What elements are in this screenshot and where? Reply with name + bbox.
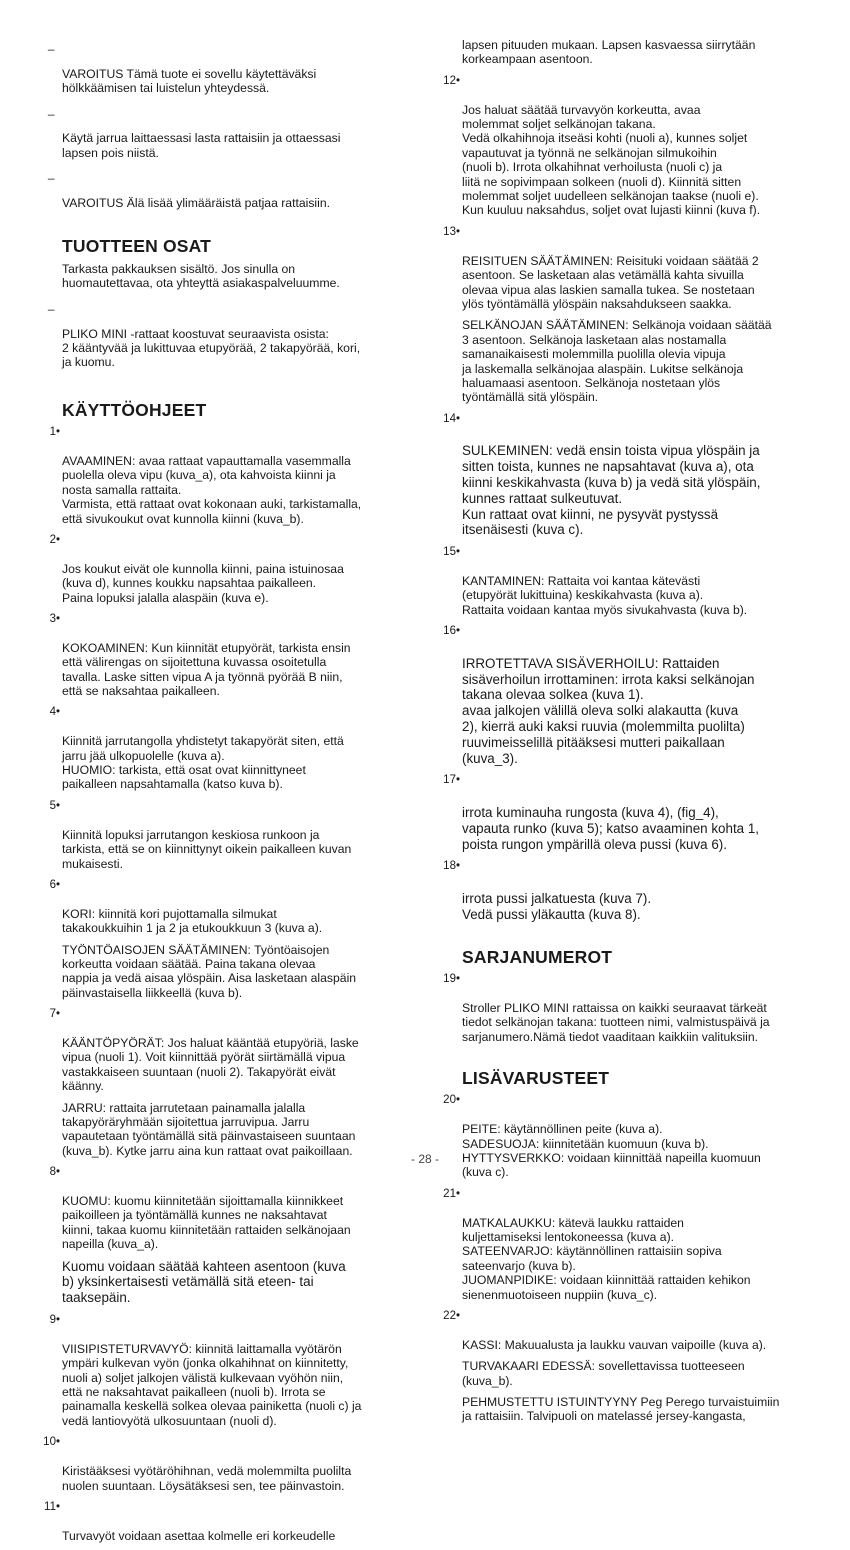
instruction-item	[440, 225, 816, 311]
list-marker: _	[48, 168, 55, 181]
item-number: 6•	[49, 878, 60, 891]
item-number: 8•	[49, 1166, 60, 1179]
instruction-item	[40, 612, 412, 698]
item-number: 5•	[49, 799, 60, 812]
instruction-item	[40, 533, 412, 605]
section-heading-parts: TUOTTEEN OSAT	[62, 236, 212, 257]
item-number: 9•	[49, 1314, 60, 1327]
instruction-text: Jos koukut eivät ole kunnolla kiinni, paina istuinosaa (kuva d), kunnes koukku napsahtaa paikalleen. Paina lopuksi jalalla alaspäin (kuva e).	[62, 561, 344, 605]
instruction-text: Jos haluat säätää turvavyön korkeutta, avaa molemmat soljet selkänojan takana. Vedä olkahihnoja itseäsi kohti (nuoli a), kunnes soljet vapautuvat ja työnnä ne selkänojan silmukoihin (nuoli b). Irrota olkahihnat verhoilusta (nuoli c) ja liitä ne sopivimpaan solkeen (nuoli d). Kiinnitä sitten molemmat soljet uudelleen selkänojan taakse (nuoli e). Kun kuuluu naksahdus, soljet ovat lujasti kiinni (kuva f).	[462, 102, 761, 218]
item-number: 22•	[443, 1310, 460, 1323]
warning-item	[40, 167, 412, 210]
item-number: 20•	[443, 1094, 460, 1107]
warning-text: Käytä jarrua laittaessasi lasta rattaisiin ja ottaessasi lapsen pois niistä.	[62, 131, 341, 160]
instruction-paragraph: SELKÄNOJAN SÄÄTÄMINEN: Selkänoja voidaan säätää 3 asentoon. Selkänoja lasketaan alas nostamalla samanaikaisesti molemmilla puolilla olevia vipuja ja laskemalla selkänojaa alaspäin. Lukitse selkänoja haluamaasi asentoon. Selkänoja nostetaan ylös työntämällä sitä ylöspäin.	[462, 318, 772, 405]
instruction-text: Turvavyöt voidaan asettaa kolmelle eri korkeudelle	[62, 1528, 336, 1543]
instruction-item	[440, 1187, 816, 1302]
instruction-text: KANTAMINEN: Rattaita voi kantaa kätevästi (etupyörät lukittuina) keskikahvasta (kuva a). Rattaita voidaan kantaa myös sivukahvasta (kuva b).	[462, 573, 748, 617]
instruction-text: PEITE: käytännöllinen peite (kuva a). SADESUOJA: kiinnitetään kuomuun (kuva b). HYTTYSVERKKO: voidaan kiinnittää napeilla kuomuun (kuva c).	[462, 1122, 761, 1180]
warning-text: VAROITUS Tämä tuote ei sovellu käytettäväksi hölkkäämisen tai luistelun yhteydessä.	[62, 66, 317, 96]
instruction-paragraph: lapsen pituuden mukaan. Lapsen kasvaessa siirrytään korkeampaan asentoon.	[462, 38, 756, 67]
parts-list-text: PLIKO MINI -rattaat koostuvat seuraavista osista: 2 kääntyvää ja lukittuvaa etupyörää, 2 takapyörää, kori, ja kuomu.	[62, 326, 361, 370]
instruction-item	[440, 412, 816, 538]
warning-text: VAROITUS Älä lisää ylimääräistä patjaa rattaisiin.	[62, 196, 330, 211]
warning-item	[40, 38, 412, 96]
instruction-item	[40, 1500, 412, 1543]
section-heading-usage: KÄYTTÖOHJEET	[62, 399, 207, 420]
instruction-text: Kiristääksesi vyötäröhihnan, vedä molemmilta puolilta nuolen suuntaan. Löysätäksesi sen, tee päinvastoin.	[62, 1464, 352, 1493]
instruction-item	[40, 1165, 412, 1251]
instruction-paragraph: TURVAKAARI EDESSÄ: sovellettavissa tuotteeseen (kuva_b).	[462, 1359, 745, 1388]
list-marker: _	[48, 103, 55, 116]
list-marker: _	[48, 298, 55, 311]
instruction-item	[440, 1309, 816, 1352]
item-number: 13•	[443, 225, 460, 238]
instruction-text: IRROTETTAVA SISÄVERHOILU: Rattaiden sisäverhoilun irrottaminen: irrota kaksi selkänojan takana olevaa solkea (kuva 1). avaa jalkojen välillä oleva solki alakautta (kuva 2), kierrä auki kaksi ruuvia (molemmilta puolilta) ruuvimeisselillä pitääksesi mutteri paikallaan (kuva_3).	[462, 655, 755, 766]
item-number: 17•	[443, 774, 460, 787]
instruction-text: VIISIPISTETURVAVYÖ: kiinnitä laittamalla vyötärön ympäri kulkevan vyön (jonka olkahihnat on kiinnitetty, nuoli a) soljet jalkojen välistä kulkevaan vyöhön niin, että ne naksahtavat paikalleen (nuoli b). Irrota se painamalla keskellä solkea olevaa painiketta (nuoli c) ja vedä lantiovyötä ulkosuuntaan (nuoli d).	[62, 1341, 362, 1428]
instruction-text: AVAAMINEN: avaa rattaat vapauttamalla vasemmalla puolella oleva vipu (kuva_a), ota kahvoista kiinni ja nosta samalla rattaita. Varmista, että rattaat ovat kokonaan auki, tarkistamalla, että sivukoukut ovat kunnolla kiinni (kuva_b).	[62, 453, 362, 526]
item-number: 16•	[443, 625, 460, 638]
item-number: 10•	[43, 1436, 60, 1449]
instruction-text: KUOMU: kuomu kiinnitetään sijoittamalla kiinnikkeet paikoilleen ja työntämällä kunnes ne naksahtavat kiinni, takaa kuomu kiinnitetään rattaiden selkänojaan napeilla (kuva_a).	[62, 1194, 351, 1252]
instruction-item	[440, 1093, 816, 1179]
instruction-text: Kiinnitä jarrutangolla yhdistetyt takapyörät siten, että jarru jää ulkopuolelle (kuva a). HUOMIO: tarkista, että osat ovat kiinnittyneet paikalleen napsahtamalla (katso kuva b).	[62, 734, 344, 792]
item-number: 3•	[49, 613, 60, 625]
item-number: 11•	[44, 1500, 60, 1513]
item-number: 21•	[443, 1187, 460, 1200]
instruction-item	[40, 1007, 412, 1093]
instruction-text: Kiinnitä lopuksi jarrutangon keskiosa runkoon ja tarkista, että se on kiinnittynyt oikein paikalleen kuvan mukaisesti.	[62, 827, 352, 871]
instruction-paragraph: JARRU: rattaita jarrutetaan painamalla jalalla takapyöräryhmään sijoitettua jarruvipua. Jarru vapautetaan työntämällä sitä päinvastaiseen suuntaan (kuva_b). Kytke jarru aina kun rattaat ovat paikoillaan.	[62, 1100, 356, 1158]
instruction-text: irrota pussi jalkatuesta (kuva 7). Vedä pussi yläkautta (kuva 8).	[462, 890, 652, 922]
item-number: 19•	[443, 972, 460, 985]
instruction-item	[440, 74, 816, 218]
instruction-text: KORI: kiinnitä kori pujottamalla silmukat takakoukkuihin 1 ja 2 ja etukoukkuun 3 (kuva a).	[62, 906, 323, 936]
instruction-item	[40, 705, 412, 791]
instruction-item	[440, 972, 816, 1044]
instruction-text: KOKOAMINEN: Kun kiinnität etupyörät, tarkista ensin että välirengas on sijoitettuna kuvassa osoitetulla tavalla. Laske sitten vipua A ja työnnä pyörää B niin, että se naksahtaa paikalleen.	[62, 640, 351, 699]
list-marker: _	[48, 39, 55, 51]
left-column	[40, 38, 412, 1550]
parts-intro: Tarkasta pakkauksen sisältö. Jos sinulla on huomautettavaa, ota yhteyttä asiakaspalveluumme.	[62, 261, 340, 291]
right-column	[440, 38, 816, 1431]
instruction-text: KÄÄNTÖPYÖRÄT: Jos haluat kääntää etupyöriä, laske vipua (nuoli 1). Voit kiinnittää pyörät siirtämällä vipua vastakkaiseen suuntaan (nuoli 2). Takapyörät eivät käänny.	[62, 1035, 359, 1094]
item-number: 4•	[49, 706, 60, 719]
instruction-item	[40, 1313, 412, 1428]
section-heading-serial: SARJANUMEROT	[462, 946, 613, 967]
instruction-text: irrota kuminauha rungosta (kuva 4), (fig_4), vapauta runko (kuva 5); katso avaaminen kohta 1, poista rungon ympärillä oleva pussi (kuva 6).	[462, 804, 760, 852]
instruction-paragraph: TYÖNTÖAISOJEN SÄÄTÄMINEN: Työntöaisojen korkeutta voidaan säätää. Paina takana olevaa nappia ja vedä aisaa ylöspäin. Aisa lasketaan alaspäin päinvastaisella liikkeellä (kuva b).	[62, 942, 357, 1000]
instruction-item	[440, 624, 816, 766]
instruction-paragraph: PEHMUSTETTU ISTUINTYYNY Peg Perego turvaistuimiin ja rattaisiin. Talvipuoli on matelassé jersey-kangasta,	[462, 1395, 780, 1424]
warning-item	[40, 103, 412, 161]
instruction-item	[440, 859, 816, 922]
instruction-item	[40, 425, 412, 526]
instruction-item	[440, 773, 816, 852]
item-number: 14•	[443, 412, 460, 425]
item-number: 2•	[49, 533, 60, 546]
item-number: 15•	[443, 546, 460, 559]
instruction-item	[40, 799, 412, 871]
item-number: 1•	[49, 426, 60, 439]
instruction-item	[40, 1435, 412, 1493]
item-number: 7•	[49, 1008, 60, 1021]
section-heading-accessories: LISÄVARUSTEET	[462, 1067, 610, 1088]
parts-list-item	[40, 298, 412, 370]
instruction-item	[440, 545, 816, 617]
page-number: - 28 -	[410, 1152, 439, 1166]
instruction-text: MATKALAUKKU: kätevä laukku rattaiden kuljettamiseksi lentokoneessa (kuva a). SATEENVARJO: käytännöllinen rattaisiin sopiva sateenvarjo (kuva b). JUOMANPIDIKE: voidaan kiinnittää rattaiden kehikon sienenmuotoiseen nuppiin (kuva_c).	[462, 1215, 751, 1302]
instruction-text: KASSI: Makuualusta ja laukku vauvan vaipoille (kuva a).	[462, 1337, 767, 1352]
item-number: 12•	[443, 74, 460, 87]
instruction-text: SULKEMINEN: vedä ensin toista vipua ylöspäin ja sitten toista, kunnes ne napsahtavat (kuva a), ota kiinni keskikahvasta (kuva b) ja vedä sitä ylöspäin, kunnes rattaat sulkeutuvat. Kun rattaat ovat kiinni, ne pysyvät pystyssä itsenäisesti (kuva c).	[462, 443, 761, 538]
instruction-paragraph: Kuomu voidaan säätää kahteen asentoon (kuva b) yksinkertaisesti vetämällä sitä eteen- tai taaksepäin.	[62, 1258, 346, 1306]
instruction-item	[40, 878, 412, 936]
instruction-text: Stroller PLIKO MINI rattaissa on kaikki seuraavat tärkeät tiedot selkänojan takana: tuotteen nimi, valmistuspäivä ja sarjanumero.Nämä tiedot vaaditaan kaikkiin valituksiin.	[462, 1000, 770, 1044]
instruction-text: REISITUEN SÄÄTÄMINEN: Reisituki voidaan säätää 2 asentoon. Se lasketaan alas vetämällä kahta sivuilla olevaa vipua alas laskien samalla tukea. Se nostetaan ylös työntämällä ylöspäin naksahdukseen saakka.	[462, 253, 759, 311]
item-number: 18•	[443, 860, 460, 873]
